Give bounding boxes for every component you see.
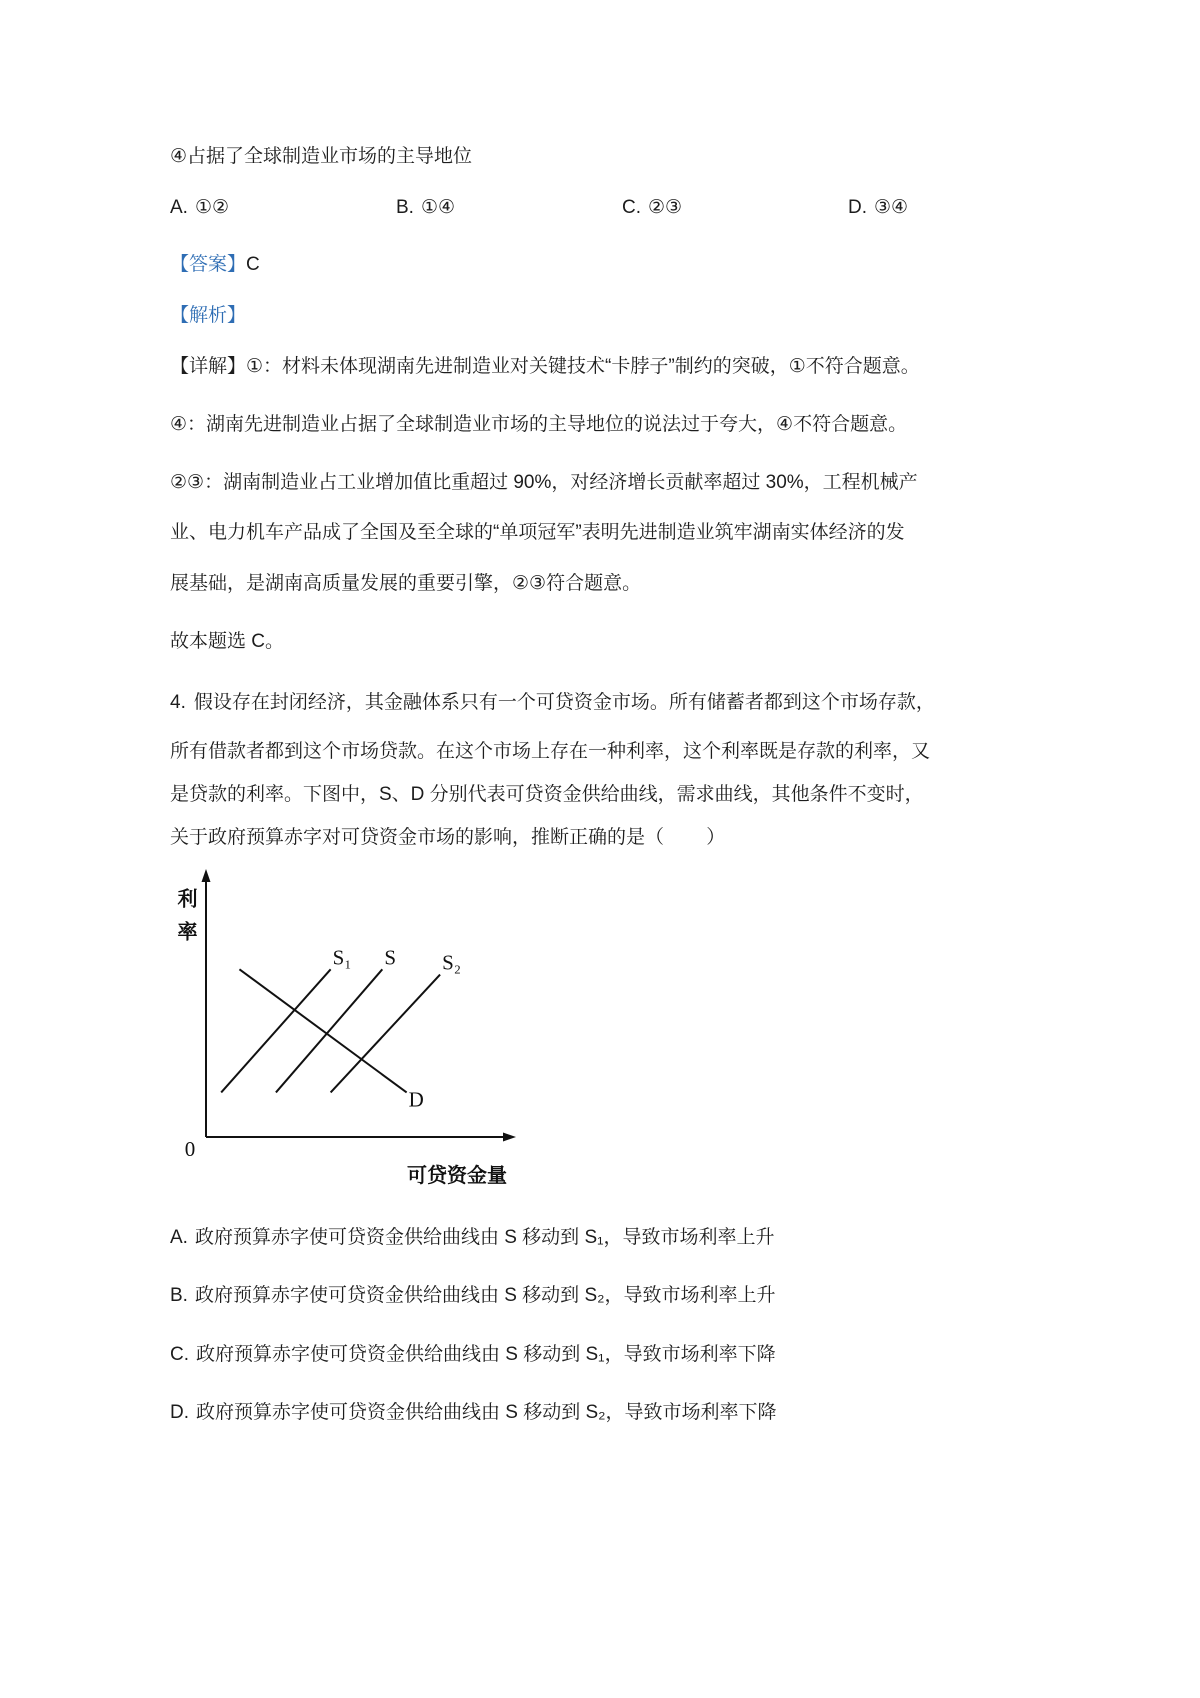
answer-value: C (246, 254, 260, 275)
question-4-stem-line-4: 关于政府预算赤字对可贷资金市场的影响，推断正确的是（ ） (170, 827, 726, 848)
option-text: 政府预算赤字使可贷资金供给曲线由 S 移动到 S₂，导致市场利率下降 (196, 1402, 777, 1423)
detail-line-4: 业、电力机车产品成了全国及至全球的“单项冠军”表明先进制造业筑牢湖南实体经济的发 (170, 522, 905, 543)
curve-label-s1: S₁ (332, 945, 352, 970)
q4-option-a (170, 1226, 775, 1250)
q4-option-d (170, 1401, 777, 1425)
analysis-tag: 【解析】 (170, 305, 247, 326)
option-text: 政府预算赤字使可贷资金供给曲线由 S 移动到 S₁，导致市场利率下降 (196, 1344, 776, 1365)
statement-4: ④占据了全球制造业市场的主导地位 (170, 146, 473, 167)
option-label: D. (848, 197, 867, 218)
option-text: ③④ (874, 197, 909, 218)
prev-option-c (622, 196, 848, 220)
y-axis-arrow (202, 869, 211, 882)
prev-options-row (170, 196, 1074, 220)
option-label: A. (170, 1227, 188, 1248)
curve-label-s2: S₂ (442, 950, 462, 975)
q4-option-c (170, 1343, 776, 1367)
origin-label: 0 (184, 1137, 196, 1161)
option-text: ①② (194, 197, 230, 218)
stem-text: 假设存在封闭经济，其金融体系只有一个可贷资金市场。所有储蓄者都到这个市场存款， (193, 692, 935, 713)
conclusion: 故本题选 C。 (170, 631, 285, 652)
option-text: ②③ (648, 197, 683, 218)
option-text: 政府预算赤字使可贷资金供给曲线由 S 移动到 S₂，导致市场利率上升 (194, 1285, 776, 1306)
prev-option-b (396, 196, 622, 220)
curve-d (239, 969, 406, 1092)
option-label: B. (170, 1285, 188, 1306)
curves-group (221, 945, 461, 1111)
question-4-stem-line-3: 是贷款的利率。下图中，S、D 分别代表可贷资金供给曲线，需求曲线，其他条件不变时， (170, 784, 924, 805)
option-text: 政府预算赤字使可贷资金供给曲线由 S 移动到 S₁，导致市场利率上升 (194, 1227, 775, 1248)
y-axis-label: 利率 (174, 888, 198, 954)
x-axis-arrow (503, 1133, 516, 1142)
question-4-stem-line-1 (170, 691, 935, 715)
loanable-funds-chart (160, 860, 540, 1200)
answer-tag: 【答案】 (170, 254, 247, 275)
detail-line-2: ④：湖南先进制造业占据了全球制造业市场的主导地位的说法过于夸大，④不符合题意。 (170, 414, 908, 435)
option-label: A. (170, 197, 188, 218)
detail-text: ①：材料未体现湖南先进制造业对关键技术“卡脖子”制约的突破，①不符合题意。 (246, 356, 920, 377)
prev-option-d (848, 196, 1074, 220)
detail-tag: 【详解】 (170, 356, 247, 377)
option-label: C. (622, 197, 641, 218)
option-text: ①④ (420, 197, 456, 218)
detail-line-1 (170, 355, 920, 379)
option-label: B. (396, 197, 414, 218)
curve-s2 (331, 975, 440, 1093)
curve-s1 (221, 969, 330, 1092)
x-axis-label: 可贷资金量 (407, 1163, 507, 1187)
curve-s (276, 969, 382, 1092)
option-label: D. (170, 1402, 189, 1423)
question-4-stem-line-2: 所有借款者都到这个市场贷款。在这个市场上存在一种利率，这个利率既是存款的利率，又 (170, 741, 931, 762)
prev-option-a (170, 196, 396, 220)
curve-label-d: D (408, 1087, 424, 1112)
q4-option-b (170, 1284, 776, 1308)
curve-label-s: S (384, 945, 397, 970)
detail-line-5: 展基础，是湖南高质量发展的重要引擎，②③符合题意。 (170, 573, 642, 594)
answer-line (170, 253, 260, 277)
question-number: 4. (170, 692, 186, 713)
detail-line-3: ②③：湖南制造业占工业增加值比重超过 90%，对经济增长贡献率超过 30%，工程机械产 (170, 472, 918, 493)
option-label: C. (170, 1344, 189, 1365)
